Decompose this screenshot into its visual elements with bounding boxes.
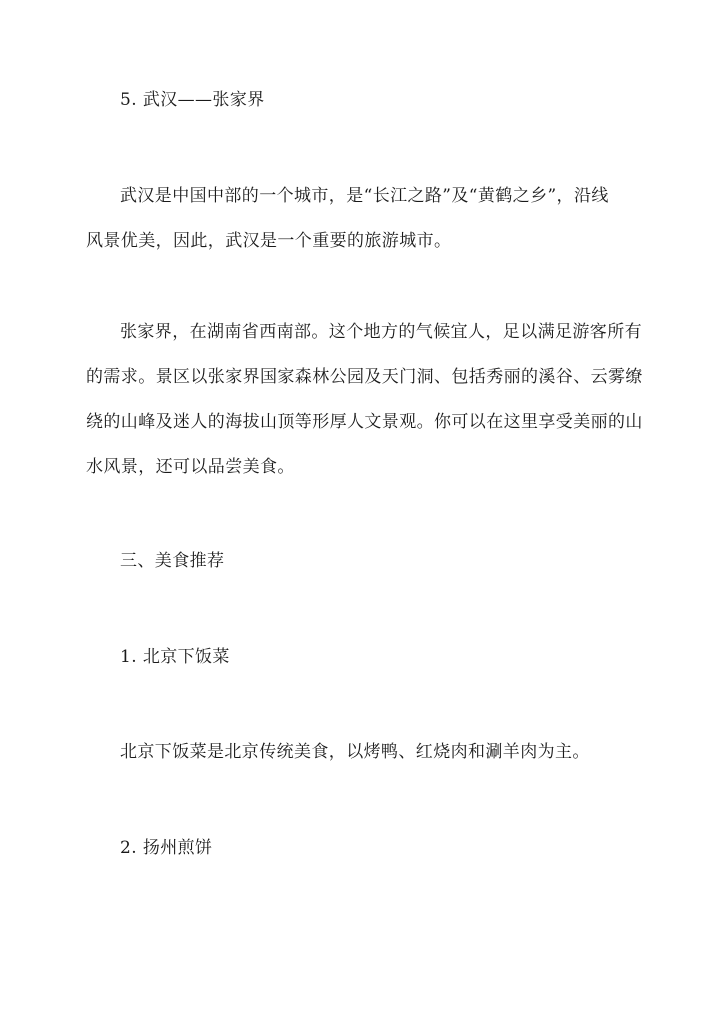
heading-wuhan-zhangjiajie: 5. 武汉——张家界: [120, 90, 265, 110]
paragraph-wuhan-line-1: 武汉是中国中部的一个城市，是“长江之路”及“黄鹤之乡”，沿线: [120, 186, 609, 206]
paragraph-zhangjiajie-line-2: 的需求。景区以张家界国家森林公园及天门洞、包括秀丽的溪谷、云雾缭: [86, 367, 643, 387]
paragraph-beijing-dishes: 北京下饭菜是北京传统美食，以烤鸭、红烧肉和涮羊肉为主。: [120, 742, 590, 762]
heading-yangzhou-pancake: 2. 扬州煎饼: [120, 838, 213, 858]
paragraph-zhangjiajie-line-3: 绕的山峰及迷人的海拔山顶等形厚人文景观。你可以在这里享受美丽的山: [86, 412, 643, 432]
paragraph-zhangjiajie-line-1: 张家界，在湖南省西南部。这个地方的气候宜人，足以满足游客所有: [120, 322, 642, 342]
section-heading-food: 三、美食推荐: [120, 551, 225, 571]
heading-beijing-dishes: 1. 北京下饭菜: [120, 647, 230, 667]
paragraph-wuhan-line-2: 风景优美，因此，武汉是一个重要的旅游城市。: [86, 231, 452, 251]
paragraph-zhangjiajie-line-4: 水风景，还可以品尝美食。: [86, 457, 295, 477]
